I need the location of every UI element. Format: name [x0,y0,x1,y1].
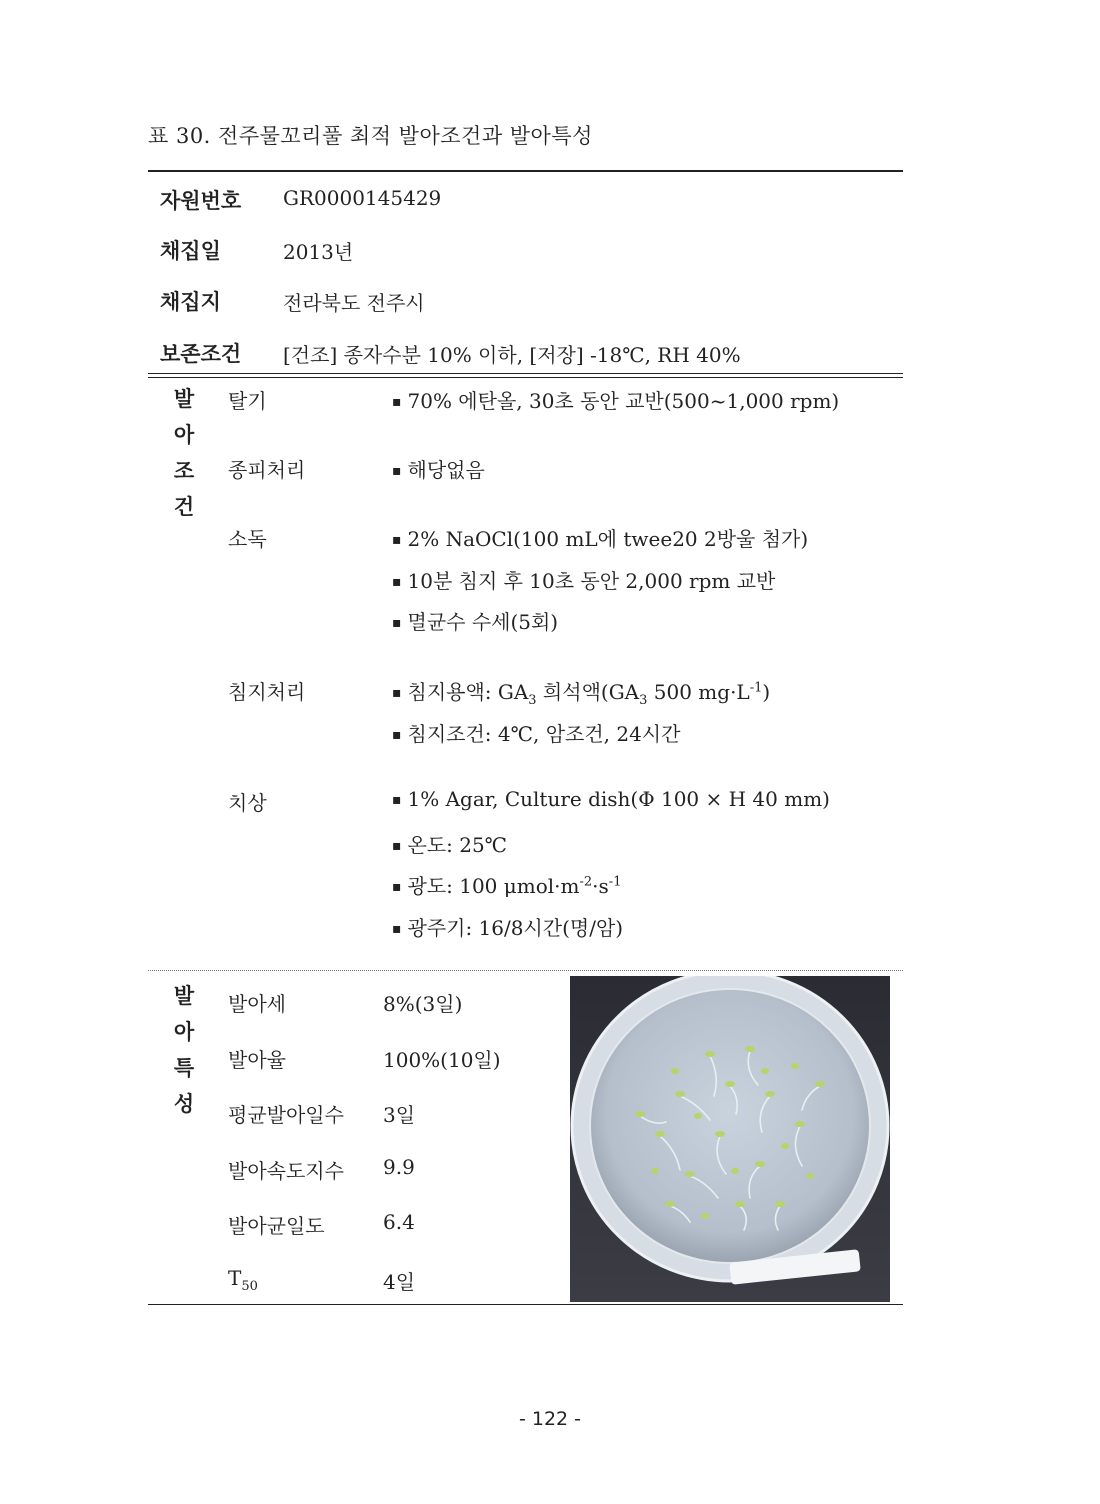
disinfection-label: 소독 [228,527,267,551]
soaking-solution-text: 침지용액: GA [407,680,529,704]
accession-value: GR0000145429 [283,186,442,210]
placement-photoperiod-line: ▪ 광주기: 16/8시간(명/암) [392,912,623,941]
germination-label-char: 성 [173,1092,195,1116]
soaking-solution-text: 500 mg·L [647,680,750,704]
light-text: ·s [592,874,609,898]
germination-speed-index-value: 9.9 [383,1155,415,1179]
storage-value: [건조] 종자수분 10% 이하, [저장] -18℃, RH 40% [283,343,741,367]
disinfection-line-1: ▪ 2% NaOCl(100 mL에 twee20 2방울 첨가) [392,523,808,552]
collected-year-value: 2013년 [283,240,354,264]
germination-label-char: 아 [173,1020,195,1044]
bottom-rule [148,1304,903,1305]
placement-temperature-line: ▪ 온도: 25℃ [392,829,507,858]
germination-speed-index-label: 발아속도지수 [228,1159,344,1183]
soaking-solution-line [392,676,770,708]
germination-energy-label: 발아세 [228,992,286,1016]
t50-label [228,1266,258,1294]
table-caption: 표 30. 전주물꼬리풀 최적 발아조건과 발아특성 [148,124,593,148]
conditions-section-label [172,381,196,525]
superscript-neg1: -1 [749,680,763,696]
dehulling-line: ▪ 70% 에탄올, 30초 동안 교반(500~1,000 rpm) [392,385,839,414]
germination-energy-value: 8%(3일) [383,992,463,1016]
petri-dish-seedlings-photo [570,976,890,1302]
t50-label-main: T [228,1266,242,1290]
mean-germination-days-label: 평균발아일수 [228,1103,344,1127]
top-rule [148,170,903,172]
seedcoat-line: ▪ 해당없음 [392,454,485,483]
page-number: - 122 - [518,1408,582,1430]
collected-place-label: 채집지 [160,290,221,314]
soaking-condition-line: ▪ 침지조건: 4℃, 암조건, 24시간 [392,718,680,747]
section-double-rule [148,373,903,378]
storage-label: 보존조건 [160,342,242,366]
germination-uniformity-label: 발아균일도 [228,1214,325,1238]
placement-label: 치상 [228,791,267,815]
conditions-label-char: 건 [173,495,195,519]
germination-rate-label: 발아율 [228,1048,286,1072]
conditions-label-char: 조 [173,459,195,483]
collected-year-label: 채집일 [160,239,221,263]
light-text: 광도: 100 μmol·m [407,874,580,898]
germination-rate-value: 100%(10일) [383,1048,501,1072]
germination-label-char: 특 [173,1056,195,1080]
accession-label: 자원번호 [160,189,242,213]
disinfection-line-3: ▪ 멸균수 수세(5회) [392,606,558,635]
placement-medium-line: ▪ 1% Agar, Culture dish(Φ 100 × H 40 mm) [392,787,830,811]
soaking-solution-text: 희석액(GA [536,680,640,704]
disinfection-line-2: ▪ 10분 침지 후 10초 동안 2,000 rpm 교반 [392,565,775,594]
subscript-3: 3 [639,693,648,708]
subscript-3: 3 [528,693,537,708]
seedcoat-label: 종피처리 [228,458,306,482]
superscript-neg2: -2 [579,874,593,890]
soaking-solution-text: ) [762,680,771,704]
t50-value: 4일 [383,1270,416,1294]
collected-place-value: 전라북도 전주시 [283,291,425,315]
germination-label-char: 발 [173,984,195,1008]
t50-label-sub: 50 [241,1279,258,1294]
germination-uniformity-value: 6.4 [383,1210,415,1234]
soaking-label: 침지처리 [228,680,306,704]
mean-germination-days-value: 3일 [383,1103,416,1127]
placement-light-line [392,870,621,899]
germination-section-label [172,978,196,1122]
conditions-label-char: 아 [173,423,195,447]
conditions-label-char: 발 [173,387,195,411]
superscript-neg1: -1 [608,874,622,890]
dehulling-label: 탈기 [228,389,267,413]
section-dotted-rule [148,970,903,971]
